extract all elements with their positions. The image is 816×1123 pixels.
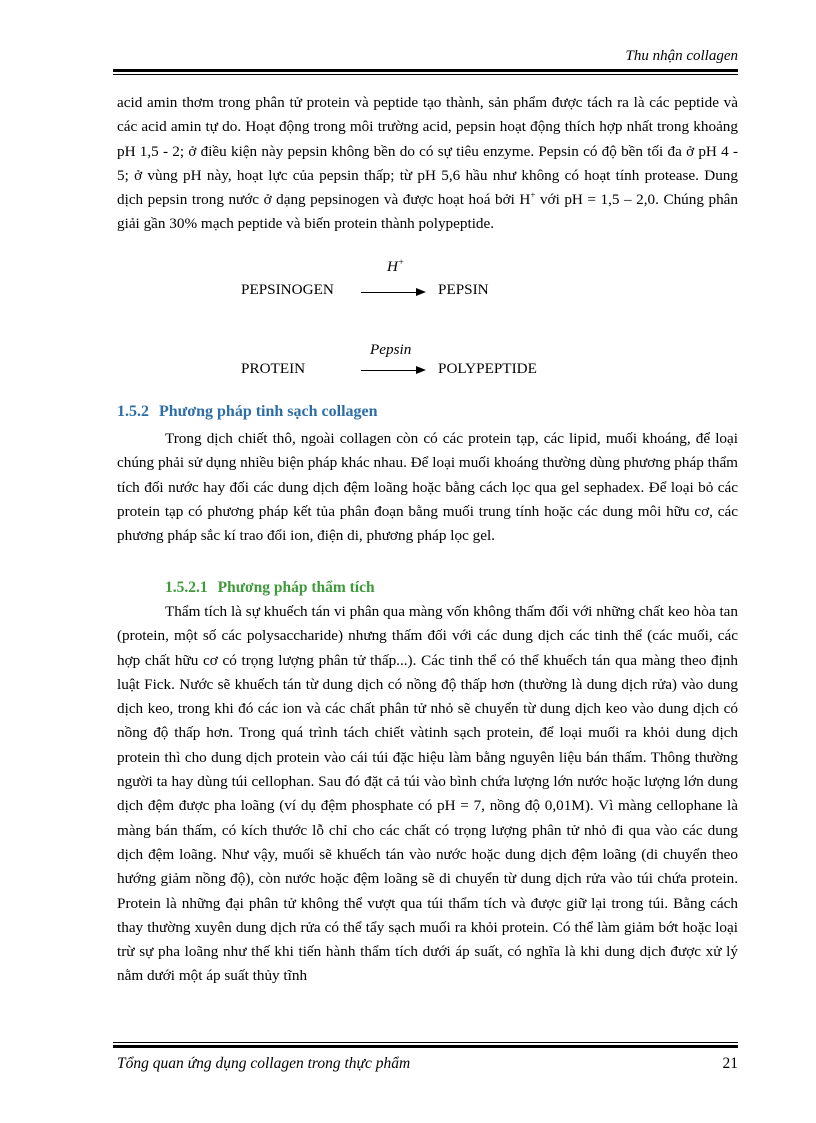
reaction-2-arrowhead bbox=[416, 366, 426, 374]
page-number: 21 bbox=[722, 1055, 738, 1072]
section-1-5-2-1-paragraph: Thẩm tích là sự khuếch tán vi phân qua màng vốn không thấm đối với những chất keo hòa tan (protein, một số các polysaccharide) nhưng thấm đối với các dung dịch các tinh thể (các muối, các hợp chất hữu cơ có trọng lượng phân tử thấp...). Các tinh thể có thể khuếch tán qua màng theo định luật Fick. Nước sẽ khuếch tán từ dung dịch có nồng độ thấp hơn (thường là dung dịch rửa) vào dung dịch keo, trong khi đó các ion và các chất phân tử nhỏ sẽ chuyển từ dung dịch keo vào dung dịch có nồng độ thấp hơn. Trong quá trình tách chiết vàtinh sạch protein, để loại muối ra khỏi dung dịch protein thì cho dung dịch protein vào cái túi đặc hiệu làm bằng nguyên liệu bán thấm. Thông thường người ta hay dùng túi cellophan. Sau đó đặt cả túi vào bình chứa lượng lớn nước hoặc lượng lớn dung dịch đệm được pha loãng (ví dụ đệm phosphate có pH = 7, nồng độ 0,01M). Vì màng cellophane là màng bán thấm, có kích thước lỗ chỉ cho các chất có trọng lượng phân tử nhỏ đi qua vào các dung dịch đệm loãng. Như vậy, muối sẽ khuếch tán vào nước hoặc dung dịch đệm loãng (di chuyển theo hướng giảm nồng độ), còn nước hoặc đệm loãng sẽ di chuyển từ dung dịch rửa vào túi chứa protein. Protein là những đại phân tử không thể vượt qua túi thẩm tích và được giữ lại trong túi. Bằng cách thay thường xuyên dung dịch rửa có thể tẩy sạch muối ra khỏi protein. Có thể làm giảm bớt hoặc loại trừ sự pha loãng như thế khi tiến hành thẩm tích dưới áp suất, có nghĩa là khi dung dịch được xử lý nằm dưới một áp suất thủy tĩnh bbox=[117, 603, 738, 985]
reaction-2-catalyst: Pepsin bbox=[370, 341, 412, 358]
reaction-1-reactant: PEPSINOGEN bbox=[241, 281, 334, 298]
reaction-1-catalyst: H+ bbox=[387, 257, 405, 275]
reaction-1-arrow bbox=[361, 292, 417, 293]
reaction-2-product: POLYPEPTIDE bbox=[438, 360, 537, 377]
section-heading-1-5-2-1: 1.5.2.1 Phương pháp thẩm tích bbox=[165, 579, 375, 596]
header-rule-thin bbox=[113, 74, 738, 75]
section-heading-1-5-2: 1.5.2 Phương pháp tinh sạch collagen bbox=[117, 403, 378, 420]
reaction-2-arrow bbox=[361, 370, 417, 371]
footer-book-title: Tổng quan ứng dụng collagen trong thực phẩm bbox=[117, 1055, 411, 1072]
footer-rule-thick bbox=[113, 1045, 738, 1048]
section-1-5-2-paragraph: Trong dịch chiết thô, ngoài collagen còn có các protein tạp, các lipid, muối khoáng, để loại chúng phải sử dụng nhiều biện pháp khác nhau. Để loại muối khoáng thường dùng phương pháp thẩm tích đối nước hay đối các dung dịch đệm loãng hoặc bằng cách lọc qua gel sephadex. Để loại bỏ các protein tạp có phương pháp kết tủa phân đoạn bằng muối trung tính hoặc các dung môi hữu cơ, các phương pháp sắc kí trao đổi ion, điện di, phương pháp lọc gel. bbox=[117, 430, 738, 545]
header-rule-thick bbox=[113, 69, 738, 72]
intro-paragraph: acid amin thơm trong phân tử protein và peptide tạo thành, sản phẩm được tách ra là các peptide và các acid amin tự do. Hoạt động trong môi trường acid, pepsin hoạt động thích hợp nhất trong khoảng pH 1,5 - 2; ở điều kiện này pepsin không bền do có sự tiêu enzyme. Pepsin có độ bền tối đa ở pH 4 - 5; ở vùng pH này, hoạt lực của pepsin thấp; từ pH 5,6 hầu như không có hoạt tính protease. Dung dịch pepsin trong nước ở dạng pepsinogen và được hoạt hoá bởi H+ với pH = 1,5 – 2,0. Chúng phân giải gần 30% mạch peptide và biến protein thành polypeptide. bbox=[117, 94, 738, 233]
reaction-1-product: PEPSIN bbox=[438, 281, 489, 298]
header-title: Thu nhận collagen bbox=[625, 48, 738, 64]
reaction-2-reactant: PROTEIN bbox=[241, 360, 306, 377]
footer-rule-thin bbox=[113, 1042, 738, 1043]
reaction-1-arrowhead bbox=[416, 288, 426, 296]
